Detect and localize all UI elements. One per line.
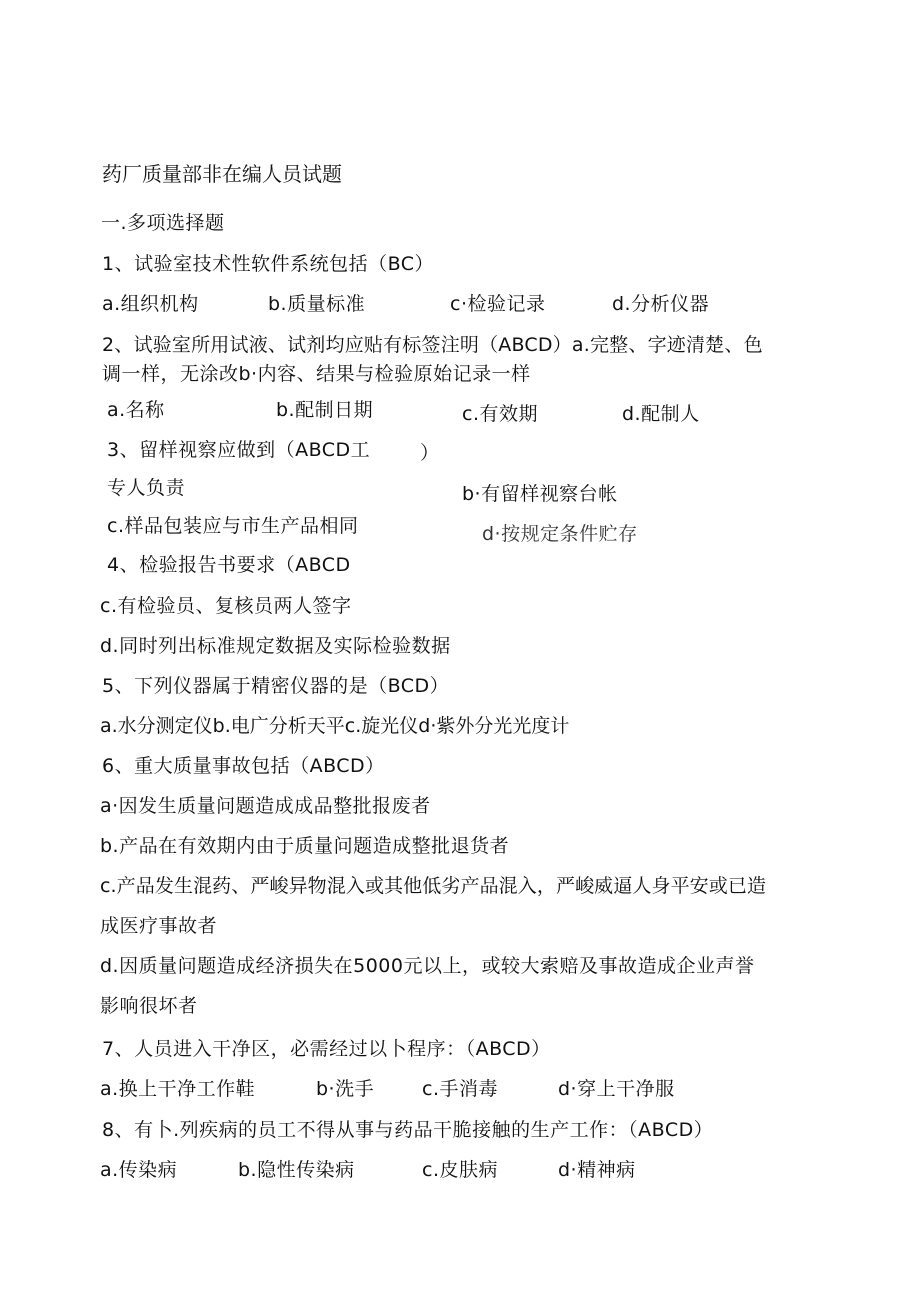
- question-2-stem-line-2: 调一样，无涂改b·内容、结果与检验原始记录一样: [102, 363, 531, 385]
- question-8-option-b: b.隐性传染病: [238, 1159, 355, 1181]
- question-3-option-c: c.样品包装应与市生产品相同: [107, 515, 359, 537]
- question-5-stem: 5、下列仪器属于精密仪器的是（BCD）: [102, 675, 450, 697]
- question-6-option-c-line-2: 成医疗事故者: [100, 915, 218, 937]
- question-3-option-d: d·按规定条件贮存: [482, 523, 638, 545]
- question-5-options: a.水分测定仪b.电广分析天平c.旋光仪d·紫外分光光度计: [100, 715, 570, 737]
- question-6-option-c-line-1: c.产品发生混药、严峻异物混入或其他低劣产品混入，严峻威逼人身平安或已造: [100, 875, 767, 897]
- question-6-option-d-line-1: d.因质量问题造成经济损失在5000元以上，或较大索赔及事故造成企业声誉: [100, 955, 755, 977]
- question-3-option-a: 专人负责: [107, 477, 186, 499]
- question-1-option-c: c·检验记录: [450, 293, 546, 315]
- question-1-option-b: b.质量标准: [268, 293, 366, 315]
- question-8-option-c: c.皮肤病: [422, 1159, 498, 1181]
- question-1-stem: 1、试验室技术性软件系统包括（BC）: [102, 253, 435, 275]
- question-2-option-d: d.配制人: [622, 403, 700, 425]
- question-4-option-c: c.有检验员、复核员两人签字: [100, 595, 352, 617]
- question-7-option-a: a.换上干净工作鞋: [100, 1078, 256, 1100]
- question-7-option-c: c.手消毒: [422, 1078, 498, 1100]
- question-7-option-b: b·洗手: [316, 1078, 375, 1100]
- question-1-option-a: a.组织机构: [102, 293, 199, 315]
- question-6-option-b: b.产品在有效期内由于质量问题造成整批退货者: [100, 835, 510, 857]
- question-6-option-a: a·因发生质量问题造成成品整批报废者: [100, 795, 431, 817]
- question-6-option-d-line-2: 影响很坏者: [100, 995, 198, 1017]
- question-2-option-a: a.名称: [107, 399, 165, 421]
- question-3-option-b: b·有留样视察台帐: [462, 483, 618, 505]
- question-2-stem-line-1: 2、试验室所用试液、试剂均应贴有标签注明（ABCD）a.完整、字迹清楚、色: [102, 334, 763, 356]
- question-4-stem: 4、检验报告书要求（ABCD: [107, 554, 351, 576]
- question-4-option-d: d.同时列出标准规定数据及实际检验数据: [100, 635, 451, 657]
- question-2-option-b: b.配制日期: [276, 399, 374, 421]
- question-8-option-d: d·精神病: [558, 1159, 636, 1181]
- question-1-option-d: d.分析仪器: [612, 293, 710, 315]
- question-7-option-d: d·穿上干净服: [558, 1078, 675, 1100]
- question-7-stem: 7、人员进入干净区，必需经过以卜程序：（ABCD）: [102, 1038, 551, 1060]
- question-3-stem: 3、留样视察应做到（ABCD工: [107, 439, 371, 461]
- question-8-option-a: a.传染病: [100, 1159, 178, 1181]
- document-title: 药厂质量部非在编人员试题: [102, 162, 342, 186]
- question-8-stem: 8、有卜.列疾病的员工不得从事与药品干脆接触的生产工作：（ABCD）: [102, 1119, 714, 1141]
- question-6-stem: 6、重大质量事故包括（ABCD）: [102, 755, 385, 777]
- section-heading: 一.多项选择题: [101, 212, 225, 234]
- question-2-option-c: c.有效期: [462, 403, 538, 425]
- question-3-stem-close: ）: [420, 442, 440, 464]
